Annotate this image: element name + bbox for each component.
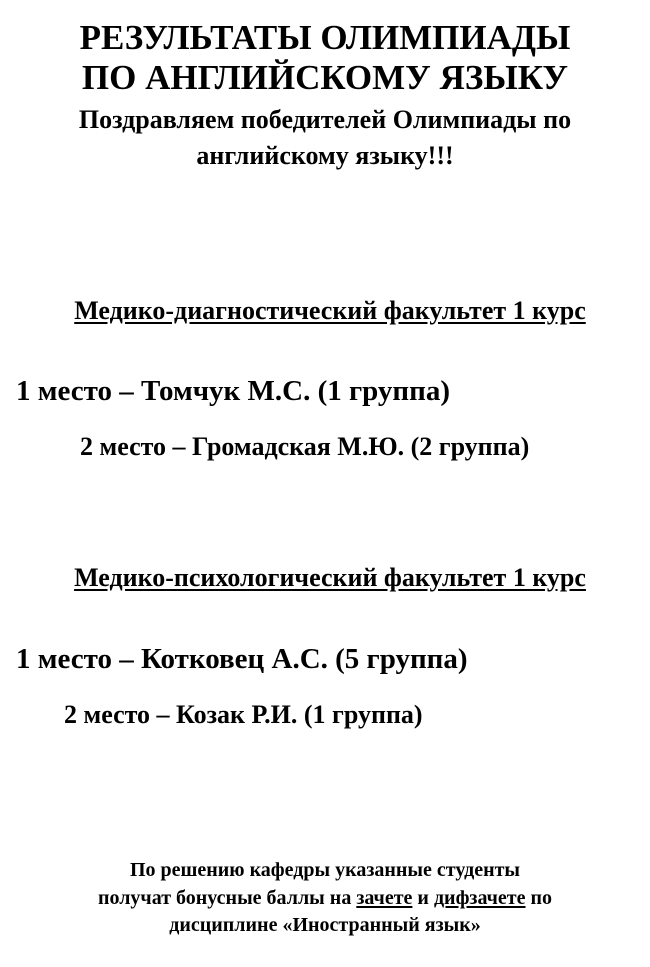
footer-note-difzachet: дифзачете [433,887,526,909]
winner-second-place-psychological: 2 место – Козак Р.И. (1 группа) [64,700,423,729]
footer-note-text-c: и [412,887,434,909]
faculty-heading-diagnostic: Медико-диагностический факультет 1 курс [74,296,586,325]
footer-note-text-e: по [525,887,553,909]
subtitle-line-1: Поздравляем победителей Олимпиады по [78,105,572,134]
footer-note-line-1: По решению кафедры указанные студенты [129,859,521,881]
page-title-line-1: РЕЗУЛЬТАТЫ ОЛИМПИАДЫ [79,18,571,57]
winner-second-place-diagnostic: 2 место – Громадская М.Ю. (2 группа) [80,432,530,461]
footer-note-zachet: зачете [356,887,413,909]
footer-note-line-2 [0,884,650,912]
faculty-heading-psychological: Медико-психологический факультет 1 курс [74,563,586,592]
footer-note-text-a: получат бонусные баллы на [97,887,357,909]
subtitle-line-2: английскому языку!!! [196,141,454,170]
footer-note-line-3: дисциплине «Иностранный язык» [169,914,481,936]
winner-first-place-diagnostic: 1 место – Томчук М.С. (1 группа) [16,375,450,407]
winner-first-place-psychological: 1 место – Котковец А.С. (5 группа) [16,643,468,675]
page-title-line-2: ПО АНГЛИЙСКОМУ ЯЗЫКУ [81,58,569,97]
